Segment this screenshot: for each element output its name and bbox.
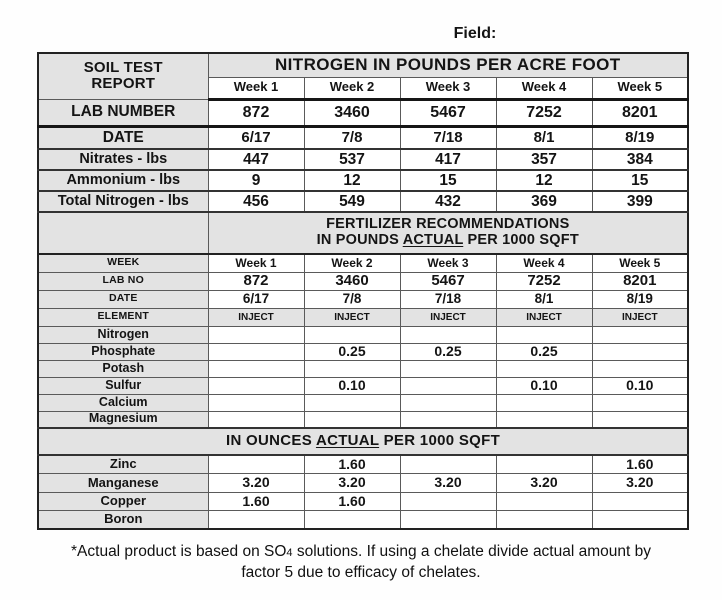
table-row <box>38 511 688 530</box>
table-row <box>38 343 688 360</box>
cell-calcium-week2 <box>304 394 400 411</box>
cell-total-nitrogen-lbs-week4: 369 <box>496 191 592 212</box>
week-header-3: Week 3 <box>400 77 496 99</box>
cell-calcium-week3 <box>400 394 496 411</box>
cell-date-week3: 7/18 <box>400 126 496 149</box>
cell-potash-week1 <box>208 360 304 377</box>
cell-phosphate-week1 <box>208 343 304 360</box>
cell-potash-week2 <box>304 360 400 377</box>
week-header-4: Week 4 <box>496 77 592 99</box>
cell-magnesium-week3 <box>400 411 496 428</box>
row-label-total-nitrogen-lbs: Total Nitrogen - lbs <box>38 191 208 212</box>
cell-manganese-week3: 3.20 <box>400 474 496 493</box>
table-row <box>38 170 688 191</box>
cell-date-week5: 8/19 <box>592 290 688 308</box>
cell-ammonium-lbs-week1: 9 <box>208 170 304 191</box>
cell-element-week2: INJECT <box>304 308 400 326</box>
cell-ammonium-lbs-week4: 12 <box>496 170 592 191</box>
table-row <box>38 428 688 455</box>
table-row <box>38 290 688 308</box>
row-label-lab-no: LAB NO <box>38 272 208 290</box>
table-row <box>38 308 688 326</box>
field-label: Field: <box>453 25 497 42</box>
cell-week-week2: Week 2 <box>304 254 400 272</box>
footnote-text-pre: *Actual product is based on SO <box>71 543 287 560</box>
row-label-element: ELEMENT <box>38 308 208 326</box>
cell-nitrogen-week5 <box>592 326 688 343</box>
ounces-section-header <box>38 428 688 455</box>
cell-magnesium-week5 <box>592 411 688 428</box>
cell-manganese-week2: 3.20 <box>304 474 400 493</box>
cell-zinc-week3 <box>400 455 496 474</box>
table-row <box>38 99 688 126</box>
cell-zinc-week1 <box>208 455 304 474</box>
fertilizer-header-line2-post: PER 1000 SQFT <box>463 232 579 248</box>
table-row <box>38 272 688 290</box>
cell-potash-week5 <box>592 360 688 377</box>
ounces-header-post: PER 1000 SQFT <box>379 432 501 450</box>
cell-date-week1: 6/17 <box>208 290 304 308</box>
cell-sulfur-week3 <box>400 377 496 394</box>
cell-sulfur-week4: 0.10 <box>496 377 592 394</box>
cell-week-week5: Week 5 <box>592 254 688 272</box>
cell-magnesium-week4 <box>496 411 592 428</box>
cell-week-week4: Week 4 <box>496 254 592 272</box>
cell-calcium-week1 <box>208 394 304 411</box>
week-header-1: Week 1 <box>208 77 304 99</box>
cell-phosphate-week4: 0.25 <box>496 343 592 360</box>
row-label-week: WEEK <box>38 254 208 272</box>
cell-potash-week4 <box>496 360 592 377</box>
cell-lab-no-week5: 8201 <box>592 272 688 290</box>
cell-date-week3: 7/18 <box>400 290 496 308</box>
cell-element-week3: INJECT <box>400 308 496 326</box>
cell-sulfur-week2: 0.10 <box>304 377 400 394</box>
cell-total-nitrogen-lbs-week3: 432 <box>400 191 496 212</box>
cell-lab-no-week1: 872 <box>208 272 304 290</box>
cell-manganese-week4: 3.20 <box>496 474 592 493</box>
table-row <box>38 326 688 343</box>
cell-phosphate-week3: 0.25 <box>400 343 496 360</box>
table-row <box>38 394 688 411</box>
row-label-sulfur: Sulfur <box>38 377 208 394</box>
cell-copper-week2: 1.60 <box>304 492 400 511</box>
cell-nitrates-lbs-week2: 537 <box>304 149 400 170</box>
cell-date-week4: 8/1 <box>496 290 592 308</box>
report-title-line1: SOIL TEST <box>83 58 163 76</box>
cell-total-nitrogen-lbs-week2: 549 <box>304 191 400 212</box>
cell-nitrates-lbs-week3: 417 <box>400 149 496 170</box>
row-label-nitrates-lbs: Nitrates - lbs <box>38 149 208 170</box>
cell-lab-number-week5: 8201 <box>592 99 688 126</box>
row-label-boron: Boron <box>38 511 208 530</box>
cell-ammonium-lbs-week5: 15 <box>592 170 688 191</box>
cell-lab-number-week3: 5467 <box>400 99 496 126</box>
cell-sulfur-week1 <box>208 377 304 394</box>
fertilizer-header-line1: FERTILIZER RECOMMENDATIONS <box>326 216 570 233</box>
footnote-text-post: solutions. If using a chelate divide actual amount by <box>292 543 651 560</box>
table-row <box>38 377 688 394</box>
cell-ammonium-lbs-week3: 15 <box>400 170 496 191</box>
cell-boron-week2 <box>304 511 400 530</box>
cell-date-week5: 8/19 <box>592 126 688 149</box>
cell-lab-number-week4: 7252 <box>496 99 592 126</box>
cell-phosphate-week5 <box>592 343 688 360</box>
cell-lab-no-week3: 5467 <box>400 272 496 290</box>
cell-total-nitrogen-lbs-week5: 399 <box>592 191 688 212</box>
cell-boron-week3 <box>400 511 496 530</box>
cell-copper-week5 <box>592 492 688 511</box>
row-label-manganese: Manganese <box>38 474 208 493</box>
table-row <box>38 212 688 254</box>
ounces-header-pre: IN OUNCES <box>225 432 316 450</box>
row-label-magnesium: Magnesium <box>38 411 208 428</box>
table-row <box>38 126 688 149</box>
empty-corner-cell <box>38 212 208 254</box>
cell-date-week1: 6/17 <box>208 126 304 149</box>
table-row <box>38 53 688 77</box>
cell-week-week1: Week 1 <box>208 254 304 272</box>
row-label-ammonium-lbs: Ammonium - lbs <box>38 170 208 191</box>
cell-zinc-week5: 1.60 <box>592 455 688 474</box>
row-label-copper: Copper <box>38 492 208 511</box>
cell-lab-number-week2: 3460 <box>304 99 400 126</box>
cell-nitrates-lbs-week1: 447 <box>208 149 304 170</box>
table-row <box>38 455 688 474</box>
cell-ammonium-lbs-week2: 12 <box>304 170 400 191</box>
row-label-lab-number: LAB NUMBER <box>38 99 208 126</box>
cell-element-week1: INJECT <box>208 308 304 326</box>
table-row <box>38 191 688 212</box>
report-title-line2: REPORT <box>91 75 156 93</box>
cell-copper-week3 <box>400 492 496 511</box>
cell-phosphate-week2: 0.25 <box>304 343 400 360</box>
cell-potash-week3 <box>400 360 496 377</box>
nitrogen-section-header: NITROGEN IN POUNDS PER ACRE FOOT <box>208 53 688 77</box>
cell-date-week4: 8/1 <box>496 126 592 149</box>
cell-date-week2: 7/8 <box>304 126 400 149</box>
cell-nitrogen-week3 <box>400 326 496 343</box>
cell-magnesium-week1 <box>208 411 304 428</box>
cell-element-week5: INJECT <box>592 308 688 326</box>
footnote-so4-subscript: 4 <box>286 547 293 559</box>
cell-element-week4: INJECT <box>496 308 592 326</box>
cell-total-nitrogen-lbs-week1: 456 <box>208 191 304 212</box>
week-header-2: Week 2 <box>304 77 400 99</box>
cell-zinc-week2: 1.60 <box>304 455 400 474</box>
cell-manganese-week5: 3.20 <box>592 474 688 493</box>
cell-week-week3: Week 3 <box>400 254 496 272</box>
row-label-calcium: Calcium <box>38 394 208 411</box>
cell-calcium-week4 <box>496 394 592 411</box>
cell-zinc-week4 <box>496 455 592 474</box>
cell-nitrogen-week4 <box>496 326 592 343</box>
table-row <box>38 492 688 511</box>
cell-date-week2: 7/8 <box>304 290 400 308</box>
row-label-phosphate: Phosphate <box>38 343 208 360</box>
report-title-cell <box>38 53 208 99</box>
table-row <box>38 360 688 377</box>
week-header-5: Week 5 <box>592 77 688 99</box>
cell-lab-number-week1: 872 <box>208 99 304 126</box>
row-label-date: DATE <box>38 126 208 149</box>
row-label-potash: Potash <box>38 360 208 377</box>
cell-nitrogen-week2 <box>304 326 400 343</box>
cell-copper-week1: 1.60 <box>208 492 304 511</box>
table-row <box>38 254 688 272</box>
soil-test-report-table <box>37 52 689 530</box>
cell-manganese-week1: 3.20 <box>208 474 304 493</box>
table-row <box>38 474 688 493</box>
row-label-date: DATE <box>38 290 208 308</box>
table-row <box>38 149 688 170</box>
footnote <box>36 542 686 584</box>
cell-boron-week4 <box>496 511 592 530</box>
cell-lab-no-week4: 7252 <box>496 272 592 290</box>
fertilizer-section-header <box>208 212 688 254</box>
cell-nitrogen-week1 <box>208 326 304 343</box>
cell-boron-week1 <box>208 511 304 530</box>
cell-nitrates-lbs-week5: 384 <box>592 149 688 170</box>
fertilizer-header-line2 <box>209 233 688 249</box>
underline-actual: ACTUAL <box>402 232 464 248</box>
cell-lab-no-week2: 3460 <box>304 272 400 290</box>
cell-magnesium-week2 <box>304 411 400 428</box>
cell-sulfur-week5: 0.10 <box>592 377 688 394</box>
cell-calcium-week5 <box>592 394 688 411</box>
fertilizer-header-line2-pre: IN POUNDS <box>316 232 403 248</box>
row-label-nitrogen: Nitrogen <box>38 326 208 343</box>
footnote-line2: factor 5 due to efficacy of chelates. <box>241 563 481 581</box>
cell-copper-week4 <box>496 492 592 511</box>
underline-actual: ACTUAL <box>315 432 380 450</box>
cell-boron-week5 <box>592 511 688 530</box>
row-label-zinc: Zinc <box>38 455 208 474</box>
table-row <box>38 411 688 428</box>
cell-nitrates-lbs-week4: 357 <box>496 149 592 170</box>
